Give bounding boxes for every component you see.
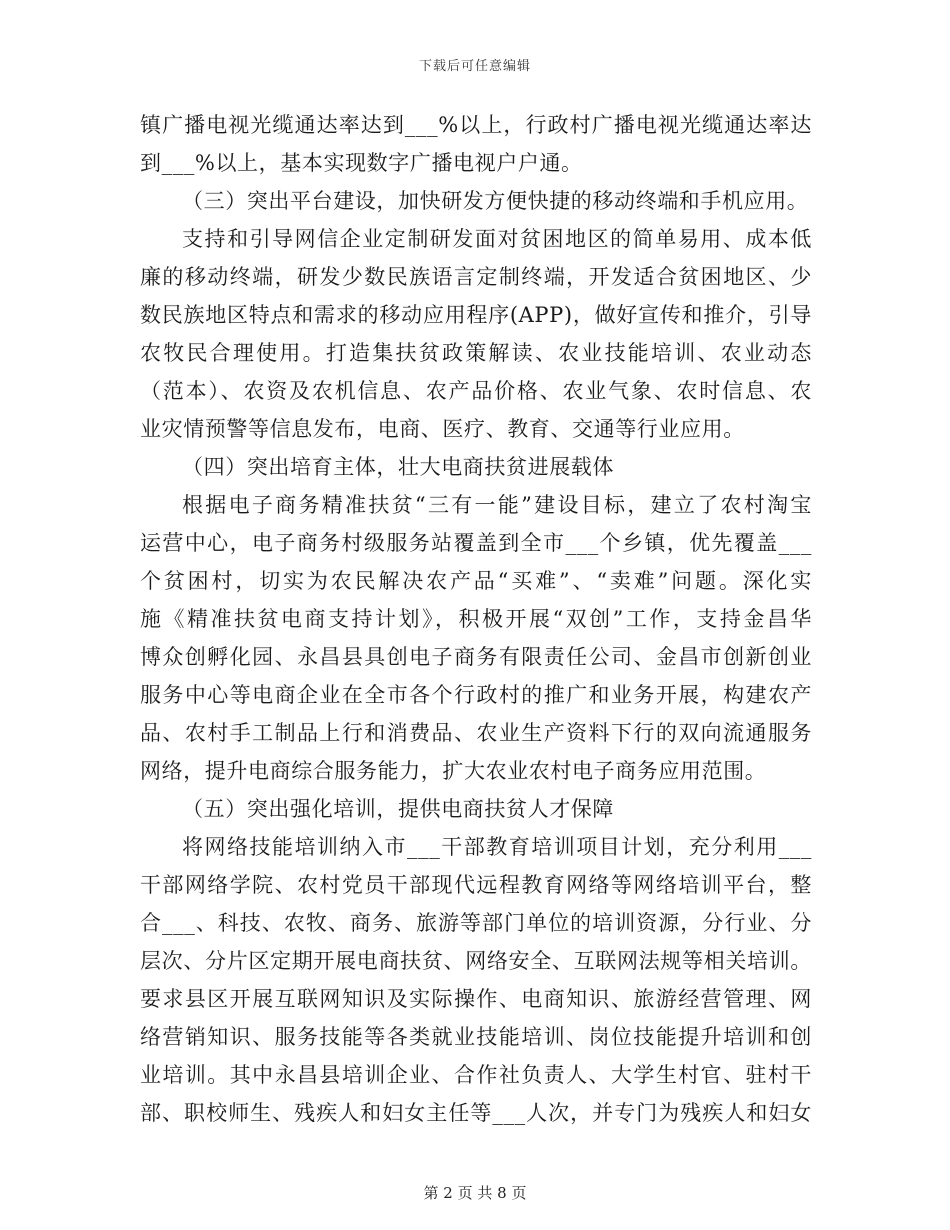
text-line: 品、农村手工制品上行和消费品、农业生产资料下行的双向流通服务 [140, 721, 812, 745]
text-line: 服务中心等电商企业在全市各个行政村的推广和业务开展，构建农产 [140, 683, 812, 707]
text-line: 个贫困村，切实为农民解决农产品“买难”、“卖难”问题。深化实 [140, 569, 812, 593]
text-line: 到___%以上，基本实现数字广播电视户户通。 [140, 151, 583, 175]
text-line: 数民族地区特点和需求的移动应用程序(APP)，做好宣传和推介，引导 [140, 303, 812, 327]
text-line: 干部网络学院、农村党员干部现代远程教育网络等网络培训平台，整 [140, 873, 812, 897]
text-line: 镇广播电视光缆通达率达到___%以上，行政村广播电视光缆通达率达 [140, 113, 812, 137]
text-line: 合___、科技、农牧、商务、旅游等部门单位的培训资源，分行业、分 [140, 911, 812, 935]
text-line: 运营中心，电子商务村级服务站覆盖到全市___个乡镇，优先覆盖___ [140, 531, 812, 555]
text-line: 将网络技能培训纳入市___干部教育培训项目计划，充分利用___ [182, 835, 812, 859]
text-line: 博众创孵化园、永昌县具创电子商务有限责任公司、金昌市创新创业 [140, 645, 812, 669]
text-line: 廉的移动终端，研发少数民族语言定制终端，开发适合贫困地区、少 [140, 265, 812, 289]
text-line: 农牧民合理使用。打造集扶贫政策解读、农业技能培训、农业动态 [140, 341, 812, 365]
text-line: 根据电子商务精准扶贫“三有一能”建设目标，建立了农村淘宝 [182, 493, 812, 517]
text-line: 要求县区开展互联网知识及实际操作、电商知识、旅游经营管理、网 [140, 987, 812, 1011]
text-line: 层次、分片区定期开展电商扶贫、网络安全、互联网法规等相关培训。 [140, 949, 812, 973]
text-line: 业培训。其中永昌县培训企业、合作社负责人、大学生村官、驻村干 [140, 1063, 812, 1087]
text-line: 网络，提升电商综合服务能力，扩大农业农村电子商务应用范围。 [140, 759, 767, 783]
text-line: 部、职校师生、残疾人和妇女主任等___人次，并专门为残疾人和妇女 [140, 1101, 812, 1125]
section-heading-4: （四）突出培育主体，壮大电商扶贫进展载体 [182, 455, 614, 479]
page-header: 下载后可任意编辑 [418, 59, 531, 74]
text-line: 施《精准扶贫电商支持计划》，积极开展“双创”工作，支持金昌华 [140, 607, 812, 631]
text-line: （范本）、农资及农机信息、农产品价格、农业气象、农时信息、农 [140, 379, 812, 403]
text-line: 业灾情预警等信息发布，电商、医疗、教育、交通等行业应用。 [140, 417, 745, 441]
section-heading-5: （五）突出强化培训，提供电商扶贫人才保障 [182, 797, 614, 821]
text-line: 络营销知识、服务技能等各类就业技能培训、岗位技能提升培训和创 [140, 1025, 812, 1049]
section-heading-3: （三）突出平台建设，加快研发方便快捷的移动终端和手机应用。 [182, 189, 809, 213]
document-body [140, 106, 812, 1132]
text-line: 支持和引导网信企业定制研发面对贫困地区的简单易用、成本低 [182, 227, 812, 251]
page-number: 第 2 页 共 8 页 [423, 1184, 527, 1202]
